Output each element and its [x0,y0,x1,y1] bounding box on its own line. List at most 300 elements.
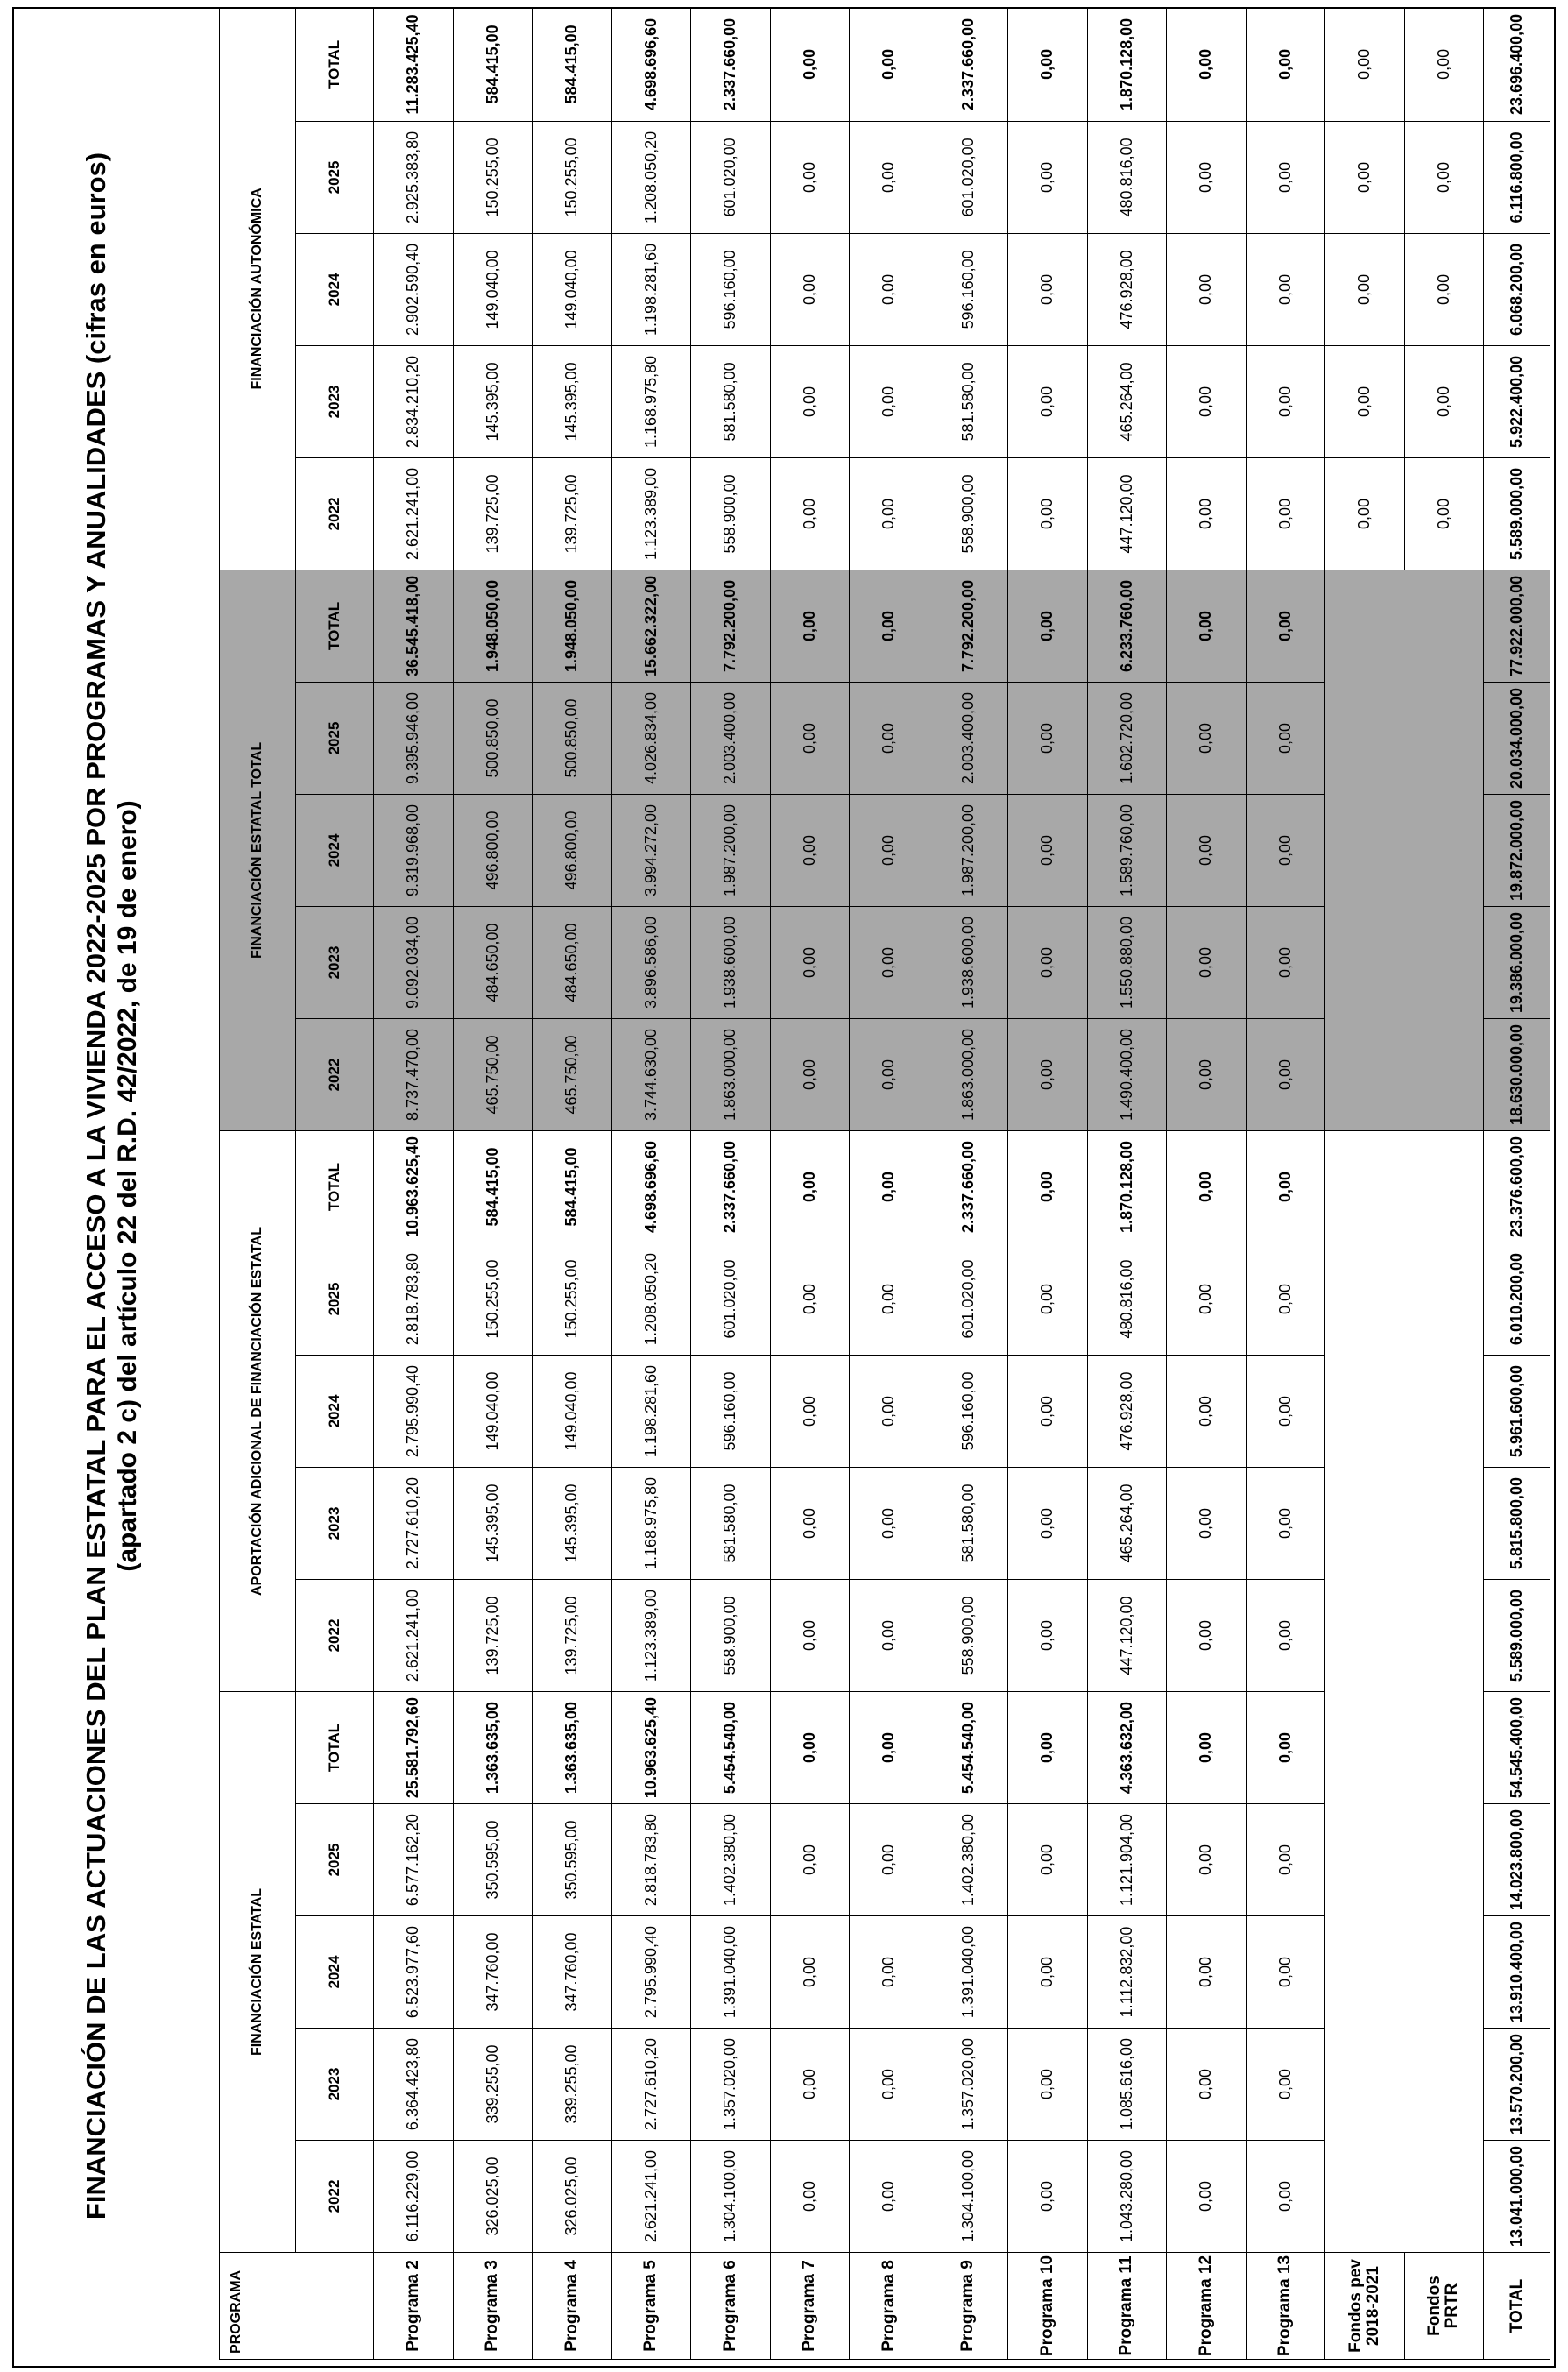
row-label: Programa 5 [611,2253,691,2360]
cell-aa-4: 584.415,00 [453,1130,533,1243]
cell-ft-2: 1.987.200,00 [929,794,1008,906]
cell-aa-0: 1.123.389,00 [611,1580,691,1692]
row-label: Programa 10 [1008,2253,1088,2360]
cell-fe-3: 0,00 [770,1804,850,1916]
table-body [374,7,1550,2359]
cell-fa-3: 0,00 [1246,121,1325,233]
cell-fe-0: 1.304.100,00 [929,2141,1008,2253]
cell-ft-1: 0,00 [1246,906,1325,1018]
cell-fa-0: 139.725,00 [533,457,612,570]
total-row [1484,7,1550,2359]
cell-fe-1: 339.255,00 [453,2029,533,2141]
year-header-fa-1: 2023 [296,345,374,457]
cell-fa-0: 0,00 [770,457,850,570]
cell-ft-4: 7.792.200,00 [929,570,1008,682]
cell-fa-1: 581.580,00 [929,345,1008,457]
cell-fa-1: 0,00 [1008,345,1088,457]
cell-fa-3: 480.816,00 [1087,121,1167,233]
cell-fe-2: 0,00 [770,1916,850,2029]
year-header-ft-4: TOTAL [296,570,374,682]
cell-fe-3: 0,00 [1246,1804,1325,1916]
cell-fe-0: 0,00 [770,2141,850,2253]
cell-fa-3: 2.925.383,80 [374,121,454,233]
row-label: Programa 7 [770,2253,850,2360]
table-row [850,7,929,2359]
cell-aa-0: 0,00 [1167,1580,1247,1692]
cell-aa-1: 0,00 [770,1468,850,1580]
cell-aa-3: 2.818.783,80 [374,1243,454,1356]
cell-aa-3: 150.255,00 [453,1243,533,1356]
cell-aa-1: 0,00 [1008,1468,1088,1580]
table-row [1087,7,1167,2359]
programa-header: PROGRAMA [220,2253,374,2360]
group-aportacion-adicional: APORTACIÓN ADICIONAL DE FINANCIACIÓN ESTATAL [220,1130,296,1691]
year-header-aa-4: TOTAL [296,1130,374,1243]
cell-fa-3: 0,00 [770,121,850,233]
title-line-2: (apartado 2 c) del artículo 22 del R.D. 42/2022, de 19 de enero) [113,800,142,1572]
cell-fe-3: 0,00 [1008,1804,1088,1916]
cell-aa-2: 596.160,00 [929,1356,1008,1468]
cell-fe-4: 5.454.540,00 [691,1692,771,1804]
cell-fa-4: 2.337.660,00 [929,7,1008,121]
cell-fe-4: 4.363.632,00 [1087,1692,1167,1804]
cell-ft-1: 0,00 [770,906,850,1018]
cell-aa-1: 0,00 [1246,1468,1325,1580]
cell-ft-0: 0,00 [850,1018,929,1130]
cell-ft-0: 0,00 [1167,1018,1247,1130]
cell-aa-2: 0,00 [1167,1356,1247,1468]
cell-fa-1: 145.395,00 [453,345,533,457]
cell-fa-4: 584.415,00 [533,7,612,121]
cell-fe-3: 350.595,00 [453,1804,533,1916]
cell-aa-1: 145.395,00 [453,1468,533,1580]
cell-fa-2: 149.040,00 [453,233,533,345]
cell-fe-0: 0,00 [1008,2141,1088,2253]
cell-fe-3: 1.402.380,00 [691,1804,771,1916]
cell-fe-0: 6.116.229,00 [374,2141,454,2253]
table-row [533,7,612,2359]
title-line-1: FINANCIACIÓN DE LAS ACTUACIONES DEL PLAN ESTATAL PARA EL ACCESO A LA VIVIENDA 2022-2025 POR PROGRAMAS Y ANUALIDADES (cifras en euros) [81,152,111,2220]
cell-aa-3: 601.020,00 [929,1243,1008,1356]
cell-aa-3: 0,00 [1167,1243,1247,1356]
cell-fe-4: 1.363.635,00 [453,1692,533,1804]
cell-aa-1: 2.727.610,20 [374,1468,454,1580]
cell-fa-2: 476.928,00 [1087,233,1167,345]
total-cell-fe-2: 13.910.400,00 [1484,1916,1550,2029]
cell-ft-1: 0,00 [1008,906,1088,1018]
cell-fa-0: 2.621.241,00 [374,457,454,570]
cell-fa-0: 0,00 [850,457,929,570]
cell-fa-1: 0,00 [1404,345,1484,457]
cell-ft-0: 1.863.000,00 [691,1018,771,1130]
cell-aa-2: 2.795.990,40 [374,1356,454,1468]
cell-fa-3: 601.020,00 [691,121,771,233]
cell-fe-0: 0,00 [850,2141,929,2253]
year-header-aa-2: 2024 [296,1356,374,1468]
row-label: Programa 12 [1167,2253,1247,2360]
cell-fa-3: 0,00 [1325,121,1405,233]
cell-aa-0: 139.725,00 [533,1580,612,1692]
cell-fe-2: 347.760,00 [453,1916,533,2029]
cell-fa-4: 11.283.425,40 [374,7,454,121]
cell-fa-0: 0,00 [1246,457,1325,570]
cell-ft-0: 465.750,00 [453,1018,533,1130]
cell-fa-3: 0,00 [1404,121,1484,233]
cell-fe-3: 0,00 [1167,1804,1247,1916]
cell-ft-4: 0,00 [850,570,929,682]
total-cell-fa-4: 23.696.400,00 [1484,7,1550,121]
cell-ft-3: 0,00 [850,682,929,794]
blank-area-gray [1325,570,1484,1130]
year-header-fa-2: 2024 [296,233,374,345]
cell-aa-0: 139.725,00 [453,1580,533,1692]
cell-fa-4: 1.870.128,00 [1087,7,1167,121]
total-cell-ft-0: 18.630.000,00 [1484,1018,1550,1130]
cell-fa-4: 0,00 [1008,7,1088,121]
cell-aa-4: 0,00 [850,1130,929,1243]
cell-fe-4: 0,00 [770,1692,850,1804]
cell-fa-4: 4.698.696,60 [611,7,691,121]
row-label: Programa 4 [533,2253,612,2360]
total-cell-fa-2: 6.068.200,00 [1484,233,1550,345]
cell-aa-4: 2.337.660,00 [691,1130,771,1243]
row-label: Programa 9 [929,2253,1008,2360]
document-title [81,0,144,2372]
cell-aa-4: 0,00 [1246,1130,1325,1243]
total-cell-aa-1: 5.815.800,00 [1484,1468,1550,1580]
cell-fe-2: 0,00 [850,1916,929,2029]
cell-fe-2: 6.523.977,60 [374,1916,454,2029]
cell-aa-0: 0,00 [770,1580,850,1692]
cell-ft-3: 2.003.400,00 [691,682,771,794]
cell-aa-4: 4.698.696,60 [611,1130,691,1243]
cell-fe-4: 25.581.792,60 [374,1692,454,1804]
table-row [770,7,850,2359]
cell-ft-2: 0,00 [850,794,929,906]
cell-fe-0: 1.043.280,00 [1087,2141,1167,2253]
cell-aa-3: 0,00 [770,1243,850,1356]
cell-aa-3: 1.208.050,20 [611,1243,691,1356]
cell-ft-1: 9.092.034,00 [374,906,454,1018]
cell-fa-1: 0,00 [770,345,850,457]
cell-fe-2: 347.760,00 [533,1916,612,2029]
cell-fa-0: 558.900,00 [691,457,771,570]
cell-fa-4: 0,00 [1404,7,1484,121]
cell-ft-2: 0,00 [1246,794,1325,906]
total-cell-fe-4: 54.545.400,00 [1484,1692,1550,1804]
cell-fa-0: 447.120,00 [1087,457,1167,570]
total-cell-aa-2: 5.961.600,00 [1484,1356,1550,1468]
cell-aa-4: 10.963.625,40 [374,1130,454,1243]
cell-ft-1: 0,00 [1167,906,1247,1018]
cell-ft-3: 9.395.946,00 [374,682,454,794]
cell-fa-1: 145.395,00 [533,345,612,457]
cell-fe-3: 1.121.904,00 [1087,1804,1167,1916]
cell-aa-4: 2.337.660,00 [929,1130,1008,1243]
year-header-fa-4: TOTAL [296,7,374,121]
cell-ft-4: 1.948.050,00 [533,570,612,682]
cell-aa-2: 0,00 [850,1356,929,1468]
cell-ft-3: 1.602.720,00 [1087,682,1167,794]
total-cell-fe-3: 14.023.800,00 [1484,1804,1550,1916]
cell-fe-2: 2.795.990,40 [611,1916,691,2029]
total-cell-ft-3: 20.034.000,00 [1484,682,1550,794]
total-cell-aa-0: 5.589.000,00 [1484,1580,1550,1692]
cell-fa-0: 139.725,00 [453,457,533,570]
cell-aa-3: 0,00 [1008,1243,1088,1356]
cell-ft-1: 3.896.586,00 [611,906,691,1018]
cell-ft-3: 2.003.400,00 [929,682,1008,794]
row-label: Fondos PRTR [1404,2253,1484,2360]
cell-ft-1: 1.938.600,00 [691,906,771,1018]
cell-ft-4: 0,00 [1246,570,1325,682]
cell-fa-2: 0,00 [850,233,929,345]
cell-fe-1: 6.364.423,80 [374,2029,454,2141]
total-cell-fa-1: 5.922.400,00 [1484,345,1550,457]
cell-fe-1: 0,00 [1008,2029,1088,2141]
cell-fa-2: 596.160,00 [691,233,771,345]
cell-ft-4: 6.233.760,00 [1087,570,1167,682]
cell-ft-2: 496.800,00 [453,794,533,906]
cell-fa-2: 0,00 [1246,233,1325,345]
year-header-ft-3: 2025 [296,682,374,794]
row-label: Programa 13 [1246,2253,1325,2360]
cell-fa-0: 0,00 [1404,457,1484,570]
year-header-ft-0: 2022 [296,1018,374,1130]
table-row [611,7,691,2359]
cell-aa-4: 0,00 [1008,1130,1088,1243]
year-header-fe-3: 2025 [296,1804,374,1916]
cell-fa-1: 465.264,00 [1087,345,1167,457]
cell-aa-2: 0,00 [1008,1356,1088,1468]
cell-fa-3: 150.255,00 [453,121,533,233]
cell-aa-4: 584.415,00 [533,1130,612,1243]
cell-fe-4: 0,00 [850,1692,929,1804]
row-label: Programa 3 [453,2253,533,2360]
cell-aa-2: 149.040,00 [453,1356,533,1468]
table-row [1008,7,1088,2359]
cell-ft-1: 1.550.880,00 [1087,906,1167,1018]
row-label: Programa 11 [1087,2253,1167,2360]
total-cell-fe-1: 13.570.200,00 [1484,2029,1550,2141]
table-row [1246,7,1325,2359]
cell-aa-0: 0,00 [1246,1580,1325,1692]
cell-fa-0: 0,00 [1008,457,1088,570]
cell-aa-0: 2.621.241,00 [374,1580,454,1692]
cell-fe-3: 2.818.783,80 [611,1804,691,1916]
cell-fa-4: 584.415,00 [453,7,533,121]
total-cell-fa-3: 6.116.800,00 [1484,121,1550,233]
cell-fe-1: 339.255,00 [533,2029,612,2141]
cell-fa-1: 581.580,00 [691,345,771,457]
cell-ft-3: 4.026.834,00 [611,682,691,794]
cell-ft-1: 484.650,00 [533,906,612,1018]
cell-fa-1: 0,00 [1167,345,1247,457]
table-row [374,7,454,2359]
year-header-fe-2: 2024 [296,1916,374,2029]
row-label: Programa 2 [374,2253,454,2360]
cell-aa-0: 558.900,00 [691,1580,771,1692]
cell-aa-3: 480.816,00 [1087,1243,1167,1356]
total-cell-aa-3: 6.010.200,00 [1484,1243,1550,1356]
cell-fe-4: 0,00 [1246,1692,1325,1804]
cell-fe-1: 0,00 [1167,2029,1247,2141]
group-financiacion-estatal: FINANCIACIÓN ESTATAL [220,1692,296,2253]
cell-ft-0: 465.750,00 [533,1018,612,1130]
cell-fe-4: 0,00 [1167,1692,1247,1804]
cell-ft-3: 500.850,00 [533,682,612,794]
cell-ft-4: 7.792.200,00 [691,570,771,682]
cell-fe-2: 0,00 [1008,1916,1088,2029]
cell-ft-0: 8.737.470,00 [374,1018,454,1130]
cell-fe-1: 0,00 [1246,2029,1325,2141]
cell-ft-3: 0,00 [770,682,850,794]
cell-ft-0: 0,00 [1008,1018,1088,1130]
cell-ft-3: 500.850,00 [453,682,533,794]
cell-ft-4: 0,00 [1167,570,1247,682]
cell-fe-4: 10.963.625,40 [611,1692,691,1804]
year-header-fa-0: 2022 [296,457,374,570]
cell-fa-4: 0,00 [1246,7,1325,121]
cell-ft-2: 496.800,00 [533,794,612,906]
cell-aa-1: 581.580,00 [691,1468,771,1580]
cell-fe-4: 5.454.540,00 [929,1692,1008,1804]
cell-fa-1: 0,00 [1325,345,1405,457]
cell-aa-4: 0,00 [1167,1130,1247,1243]
fondos-row [1325,7,1405,2359]
year-header-ft-2: 2024 [296,794,374,906]
cell-ft-4: 15.662.322,00 [611,570,691,682]
cell-aa-0: 558.900,00 [929,1580,1008,1692]
year-header-fe-4: TOTAL [296,1692,374,1804]
cell-fe-3: 350.595,00 [533,1804,612,1916]
cell-aa-2: 0,00 [770,1356,850,1468]
year-header-aa-1: 2023 [296,1468,374,1580]
cell-ft-2: 3.994.272,00 [611,794,691,906]
total-cell-fa-0: 5.589.000,00 [1484,457,1550,570]
cell-fa-2: 2.902.590,40 [374,233,454,345]
cell-fa-4: 2.337.660,00 [691,7,771,121]
cell-aa-2: 596.160,00 [691,1356,771,1468]
cell-fe-0: 326.025,00 [453,2141,533,2253]
header-year-row [296,7,374,2359]
cell-aa-0: 0,00 [1008,1580,1088,1692]
cell-ft-2: 0,00 [770,794,850,906]
year-header-aa-3: 2025 [296,1243,374,1356]
cell-ft-2: 1.589.760,00 [1087,794,1167,906]
cell-fa-3: 0,00 [1167,121,1247,233]
year-header-fe-0: 2022 [296,2141,374,2253]
cell-fe-1: 1.357.020,00 [929,2029,1008,2141]
cell-aa-3: 150.255,00 [533,1243,612,1356]
cell-ft-3: 0,00 [1167,682,1247,794]
cell-ft-0: 1.863.000,00 [929,1018,1008,1130]
total-cell-fe-0: 13.041.000,00 [1484,2141,1550,2253]
row-label: Programa 6 [691,2253,771,2360]
cell-fe-1: 2.727.610,20 [611,2029,691,2141]
total-cell-aa-4: 23.376.600,00 [1484,1130,1550,1243]
cell-fa-4: 0,00 [1167,7,1247,121]
cell-fe-2: 1.112.832,00 [1087,1916,1167,2029]
cell-ft-4: 36.545.418,00 [374,570,454,682]
cell-fa-2: 0,00 [1325,233,1405,345]
cell-fe-4: 0,00 [1008,1692,1088,1804]
row-label: TOTAL [1484,2253,1550,2360]
year-header-ft-1: 2023 [296,906,374,1018]
cell-fe-1: 0,00 [770,2029,850,2141]
cell-fa-3: 601.020,00 [929,121,1008,233]
cell-ft-0: 1.490.400,00 [1087,1018,1167,1130]
cell-aa-0: 447.120,00 [1087,1580,1167,1692]
cell-fe-2: 1.391.040,00 [929,1916,1008,2029]
cell-ft-4: 0,00 [770,570,850,682]
year-header-fa-3: 2025 [296,121,374,233]
cell-fa-2: 1.198.281,60 [611,233,691,345]
cell-ft-1: 0,00 [850,906,929,1018]
cell-aa-3: 0,00 [850,1243,929,1356]
cell-fe-1: 1.357.020,00 [691,2029,771,2141]
total-cell-ft-4: 77.922.000,00 [1484,570,1550,682]
cell-aa-1: 0,00 [1167,1468,1247,1580]
group-financiacion-estatal-total: FINANCIACIÓN ESTATAL TOTAL [220,570,296,1130]
cell-ft-1: 1.938.600,00 [929,906,1008,1018]
year-header-aa-0: 2022 [296,1580,374,1692]
cell-fe-1: 1.085.616,00 [1087,2029,1167,2141]
cell-aa-0: 0,00 [850,1580,929,1692]
cell-fa-1: 0,00 [1246,345,1325,457]
cell-ft-4: 0,00 [1008,570,1088,682]
cell-aa-2: 149.040,00 [533,1356,612,1468]
cell-fa-3: 1.208.050,20 [611,121,691,233]
row-label: Fondos pev 2018-2021 [1325,2253,1405,2360]
total-cell-ft-1: 19.386.000,00 [1484,906,1550,1018]
cell-fa-0: 0,00 [1167,457,1247,570]
cell-ft-2: 0,00 [1008,794,1088,906]
cell-fa-2: 0,00 [770,233,850,345]
cell-fe-3: 6.577.162,20 [374,1804,454,1916]
total-cell-ft-2: 19.872.000,00 [1484,794,1550,906]
blank-area [1325,1130,1484,2252]
cell-aa-4: 0,00 [770,1130,850,1243]
cell-ft-3: 0,00 [1008,682,1088,794]
cell-fe-0: 2.621.241,00 [611,2141,691,2253]
group-financiacion-autonomica: FINANCIACIÓN AUTONÓMICA [220,7,296,570]
cell-fe-4: 1.363.635,00 [533,1692,612,1804]
table-row [691,7,771,2359]
cell-ft-2: 0,00 [1167,794,1247,906]
cell-aa-2: 476.928,00 [1087,1356,1167,1468]
cell-ft-3: 0,00 [1246,682,1325,794]
year-header-fe-1: 2023 [296,2029,374,2141]
financing-table [219,7,1550,2360]
cell-fa-4: 0,00 [770,7,850,121]
table-row [1167,7,1247,2359]
financing-table-wrap [219,10,1550,2360]
cell-aa-1: 581.580,00 [929,1468,1008,1580]
cell-fa-1: 1.168.975,80 [611,345,691,457]
cell-fa-2: 596.160,00 [929,233,1008,345]
cell-aa-3: 601.020,00 [691,1243,771,1356]
cell-fa-3: 0,00 [1008,121,1088,233]
cell-fa-2: 0,00 [1167,233,1247,345]
cell-fe-2: 1.391.040,00 [691,1916,771,2029]
cell-fa-0: 558.900,00 [929,457,1008,570]
cell-fe-3: 1.402.380,00 [929,1804,1008,1916]
cell-fa-3: 0,00 [850,121,929,233]
cell-fe-0: 0,00 [1167,2141,1247,2253]
cell-aa-2: 0,00 [1246,1356,1325,1468]
cell-fe-0: 0,00 [1246,2141,1325,2253]
